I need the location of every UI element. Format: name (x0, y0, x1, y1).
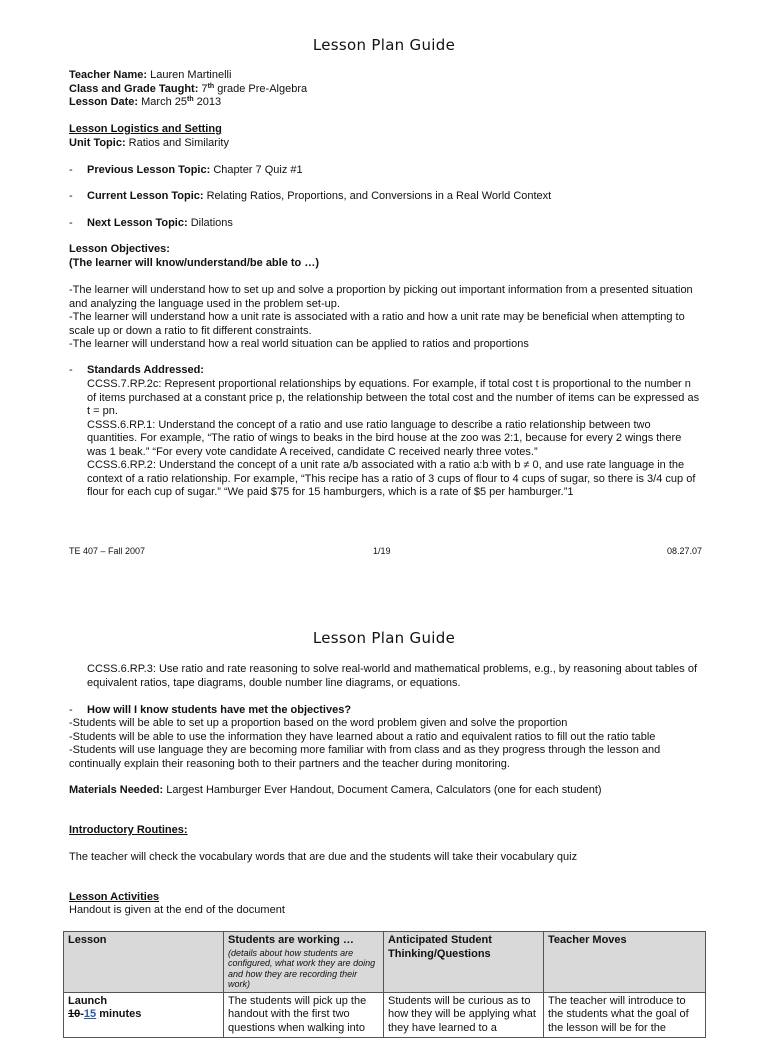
objectives-heading: Lesson Objectives: (The learner will know/understand/be able to …) (69, 243, 319, 269)
header-students-working: Students are working … (details about how students are configured, what work they are doing and how they are recording their work) (224, 932, 384, 993)
table-row (64, 992, 706, 1038)
footer-course: TE 407 – Fall 2007 (69, 546, 146, 556)
assessment-item: -Students will be able to use the information they have learned about a ratio and equivalent ratios to fill out the ratio table (69, 730, 656, 743)
objectives-list (69, 284, 702, 352)
lesson-date-line: Lesson Date: March 25th 2013 (69, 96, 222, 108)
footer-page-number: 1/19 (373, 546, 391, 556)
objectives-met-list (69, 717, 702, 771)
standards-heading: - Standards Addressed: (69, 364, 204, 376)
logistics-section (69, 123, 702, 150)
table-cell: The students will pick up the handout with the first two questions when walking into (224, 992, 384, 1038)
teacher-info (69, 69, 702, 110)
header-lesson: Lesson (64, 932, 224, 993)
assessment-item: -Students will be able to set up a proportion based on the word problem given and solve the proportion (69, 717, 568, 729)
header-anticipated-thinking: Anticipated Student Thinking/Questions (384, 932, 544, 993)
table-header-row (64, 932, 706, 993)
next-topic-line: - Next Lesson Topic: Dilations (69, 217, 233, 229)
page-gap (0, 588, 768, 608)
table-cell: Students will be curious as to how they will be applying what they have learned to a (384, 992, 544, 1038)
lesson-activities-table (63, 931, 706, 1038)
standard-continued: CCSS.6.RP.3: Use ratio and rate reasoning to solve real-world and mathematical problems, e.g., by reasoning about tables of equivalent ratios, tape diagrams, double number line diagrams, or equations. (87, 663, 698, 689)
assessment-item: -Students will use language they are becoming more familiar with from class and as they progress through the lesson and continually explain their reasoning both to their partners and the teacher during monitoring. (69, 744, 661, 770)
table-cell: The teacher will introduce to the students what the goal of the lesson will be for the (544, 992, 706, 1038)
objective-item: -The learner will understand how a unit rate is associated with a ratio and how a unit rate may be beneficial when attempting to scale up or down a ratio to fit different constraints. (69, 311, 685, 337)
standard-item: CSSS.6.RP.1: Understand the concept of a ratio and use ratio language to describe a ratio relationship between two quantities. For example, “The ratio of wings to beaks in the bird house at the zoo was 2:1, because for every 2 wings there was 1 beak.” “For every vote candidate A received, candidate C received nearly three votes.” (87, 418, 682, 458)
activities-note: Handout is given at the end of the document (69, 904, 285, 916)
logistics-heading: Lesson Logistics and Setting (69, 123, 222, 135)
intro-text: The teacher will check the vocabulary words that are due and the students will take their vocabulary quiz (69, 851, 578, 863)
materials-line: Materials Needed: Largest Hamburger Ever Handout, Document Camera, Calculators (one for each student) (69, 784, 602, 796)
page-title: Lesson Plan Guide (312, 629, 456, 647)
document-page-2 (0, 608, 768, 1034)
intro-heading: Introductory Routines: (69, 824, 188, 836)
objective-item: -The learner will understand how to set up and solve a proportion by picking out important information from a presented situation and analyzing the language used in the problem set-up. (69, 284, 693, 310)
header-teacher-moves: Teacher Moves (544, 932, 706, 993)
class-grade-line: Class and Grade Taught: 7th grade Pre-Algebra (69, 82, 308, 95)
unit-topic-line: Unit Topic: Ratios and Similarity (69, 136, 229, 149)
footer-date: 08.27.07 (666, 546, 702, 556)
standard-item: CCSS.7.RP.2c: Represent proportional relationships by equations. For example, if total cost t is proportional to the number n of items purchased at a constant price p, the relationship between the total cost and the number of items can be expressed as t = pn. (87, 378, 700, 417)
launch-cell: Launch 10-15 minutes (64, 992, 224, 1038)
standard-item: CCSS.6.RP.2: Understand the concept of a unit rate a/b associated with a ratio a:b with b ≠ 0, and use rate language in the context of a ratio relationship. For example, “This recipe has a ratio of 3 cups of flour to 4 cups of sugar, so there is 3/4 cup of flour for each cup of sugar.” “We paid $75 for 15 hamburgers, which is a rate of $5 per hamburger.”1 (87, 459, 696, 498)
standards-list (87, 378, 700, 500)
objectives-met-heading: - How will I know students have met the objectives? (69, 704, 352, 716)
activities-heading: Lesson Activities (69, 891, 160, 903)
page-title: Lesson Plan Guide (312, 36, 456, 54)
objective-item: -The learner will understand how a real world situation can be applied to ratios and proportions (69, 338, 529, 350)
current-topic-line: - Current Lesson Topic: Relating Ratios, Proportions, and Conversions in a Real World Context (69, 190, 552, 202)
teacher-name-line: Teacher Name: Lauren Martinelli (69, 69, 232, 81)
previous-topic-line: - Previous Lesson Topic: Chapter 7 Quiz #1 (69, 164, 303, 176)
